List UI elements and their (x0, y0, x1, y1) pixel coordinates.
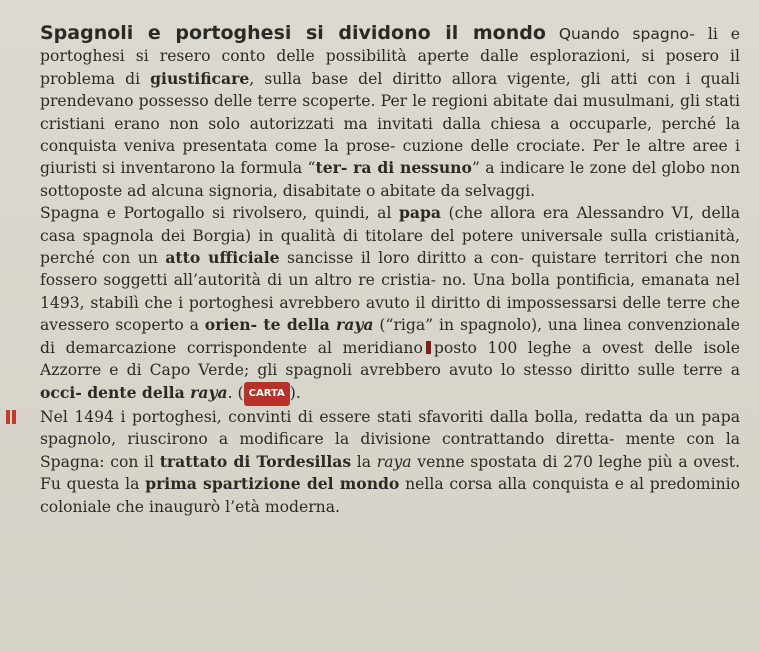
keyword-raya: raya (336, 315, 374, 335)
body-text (40, 22, 740, 518)
paragraph-3-text-4: nella corsa alla conquista e al predominio coloniale che inaugurò l’età moderna. (40, 475, 740, 516)
keyword-oriente-text: orien- te della (204, 315, 337, 335)
keyword-tordesillas: trattato di Tordesillas (159, 451, 352, 471)
keyword-giustificare: giustificare (150, 68, 250, 88)
paragraph-2-text-4: (“riga” in spagnolo), una linea convenzionale di demarcazione corrispondente al meridiano (40, 316, 741, 357)
lead-word: Quando spagno- (558, 25, 695, 43)
paragraph-2-text-6: . ( (227, 383, 244, 402)
section-title: Spagnoli e portoghesi si dividono il mondo (40, 22, 546, 44)
paragraph-1 (40, 22, 740, 202)
paragraph-3 (40, 406, 740, 518)
margin-marker-icon (6, 410, 18, 424)
keyword-occidente-text: occi- dente della (40, 382, 191, 402)
keyword-occidente (40, 383, 228, 402)
keyword-prima-spartizione: prima spartizione del mondo (145, 474, 400, 494)
paragraph-2-text-7: ). (289, 383, 301, 402)
paragraph-1-text-1: li e portoghesi si resero conto delle possibilità aperte dalle esplorazioni, si posero il problema di (40, 25, 740, 88)
paragraph-1-text-3: ” a indicare le zone del globo non sottoposte ad alcuna signoria, disabitate o abitate da selvaggi. (40, 159, 741, 200)
paragraph-1-text-2: , sulla base del diritto allora vigente, gli atti con i quali prendevano possesso delle terre scoperte. Per le regioni abitate dai musulmani, gli stati cristiani erano non solo autorizzati ma invitati dalla chiesa a occuparle, perché la conquista veniva presentata come la prose- cuzione delle crociate. Per le altre aree i giuristi si inventarono la formula “ (40, 69, 740, 178)
paragraph-3-text-2: la (351, 452, 377, 471)
keyword-oriente (205, 315, 374, 334)
paragraph-2-text-5: posto 100 leghe a ovest delle isole Azzorre e di Capo Verde; gli spagnoli avrebbero avuto lo stesso diritto sulle terre a (40, 338, 741, 380)
keyword-papa: papa (398, 203, 441, 223)
keyword-raya-3: raya (376, 452, 412, 471)
keyword-raya-2: raya (190, 382, 228, 402)
paragraph-3-text-1: Nel 1494 i portoghesi, convinti di essere stati sfavoriti dalla bolla, redatta da un papa spagnolo, riuscirono a modificare la divisione contrattando diretta- mente con la Spagna: con il (40, 407, 740, 471)
paragraph-2-text-1: Spagna e Portogallo si rivolsero, quindi, al (40, 204, 399, 223)
paragraph-3-text-3: venne spostata di 270 leghe più a ovest. Fu questa la (40, 452, 740, 494)
paragraph-2 (40, 202, 740, 406)
keyword-terra-di-nessuno: ter- ra di nessuno (315, 158, 472, 178)
meridian-marker-icon (426, 341, 431, 354)
keyword-atto-ufficiale: atto ufficiale (165, 248, 280, 268)
carta-badge[interactable]: CARTA (244, 382, 290, 406)
paragraph-2-text-2: (che allora era Alessandro VI, della casa spagnola dei Borgia) in qualità di titolare del potere universale sulla cristianità, perché con un (40, 204, 740, 268)
paragraph-2-text-3: sancisse il loro diritto a con- quistare territori che non fossero soggetti all’autorità di un altro re cristia- no. Una bolla pontificia, emanata nel 1493, stabilì che i portoghesi avrebbero avuto il diritto di impossessarsi delle terre che avessero scoperto a (40, 249, 740, 335)
